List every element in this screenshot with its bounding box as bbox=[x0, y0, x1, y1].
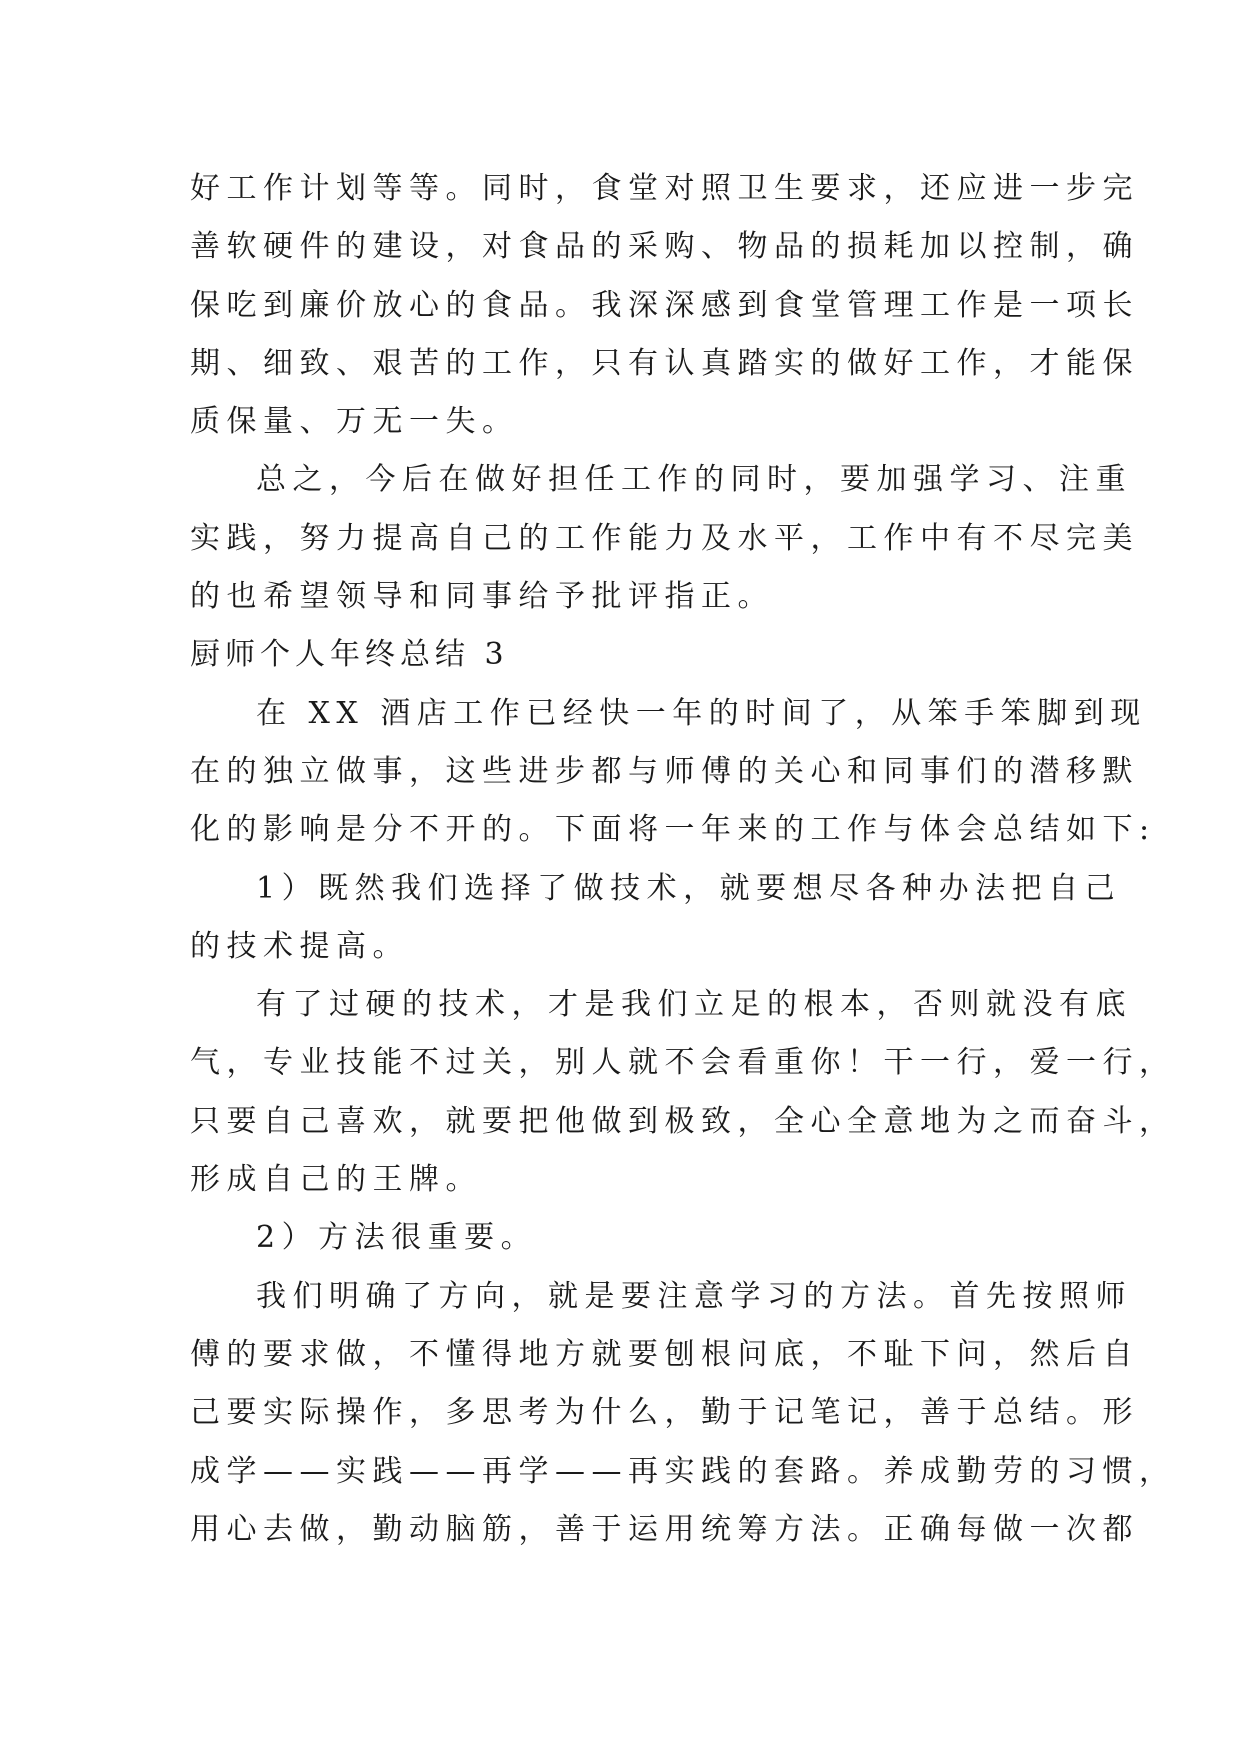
text-line: 有了过硬的技术，才是我们立足的根本，否则就没有底 bbox=[256, 987, 1132, 1023]
text-line: 化的影响是分不开的。下面将一年来的工作与体会总结如下: bbox=[190, 812, 1156, 848]
list-item-line: 1）既然我们选择了做技术，就要想尽各种办法把自己 bbox=[256, 870, 1122, 906]
text-line: 好工作计划等等。同时，食堂对照卫生要求，还应进一步完 bbox=[190, 171, 1139, 206]
text-line: 期、细致、艰苦的工作，只有认真踏实的做好工作，才能保 bbox=[190, 345, 1139, 381]
text-line: 成学——实践——再学——再实践的套路。养成勤劳的习惯， bbox=[190, 1453, 1176, 1489]
text-line: 的也希望领导和同事给予批评指正。 bbox=[190, 579, 774, 615]
text-line: 保吃到廉价放心的食品。我深深感到食堂管理工作是一项长 bbox=[190, 287, 1139, 323]
text-line: 在的独立做事，这些进步都与师傅的关心和同事们的潜移默 bbox=[190, 753, 1139, 789]
text-line: 气，专业技能不过关，别人就不会看重你！干一行，爱一行， bbox=[190, 1045, 1176, 1081]
list-item-line: 2）方法很重要。 bbox=[256, 1220, 538, 1256]
text-line: 只要自己喜欢，就要把他做到极致，全心全意地为之而奋斗， bbox=[190, 1103, 1176, 1139]
text-line: 己要实际操作，多思考为什么，勤于记笔记，善于总结。形 bbox=[190, 1395, 1139, 1431]
text-line: 我们明确了方向，就是要注意学习的方法。首先按照师 bbox=[256, 1278, 1132, 1314]
document-body bbox=[190, 160, 1176, 1559]
text-line: 在 XX 酒店工作已经快一年的时间了，从笨手笨脚到现 bbox=[256, 695, 1147, 731]
text-line: 用心去做，勤动脑筋，善于运用统筹方法。正确每做一次都 bbox=[190, 1511, 1139, 1547]
text-line: 总之，今后在做好担任工作的同时，要加强学习、注重 bbox=[256, 462, 1132, 498]
text-line: 质保量、万无一失。 bbox=[190, 404, 519, 440]
text-line: 傅的要求做，不懂得地方就要刨根问底，不耻下问，然后自 bbox=[190, 1336, 1139, 1372]
section-heading: 厨师个人年终总结 3 bbox=[190, 637, 509, 673]
text-line: 形成自己的王牌。 bbox=[190, 1162, 482, 1198]
text-line: 善软硬件的建设，对食品的采购、物品的损耗加以控制，确 bbox=[190, 229, 1139, 265]
text-line: 的技术提高。 bbox=[190, 928, 409, 964]
text-line: 实践，努力提高自己的工作能力及水平，工作中有不尽完美 bbox=[190, 520, 1139, 556]
